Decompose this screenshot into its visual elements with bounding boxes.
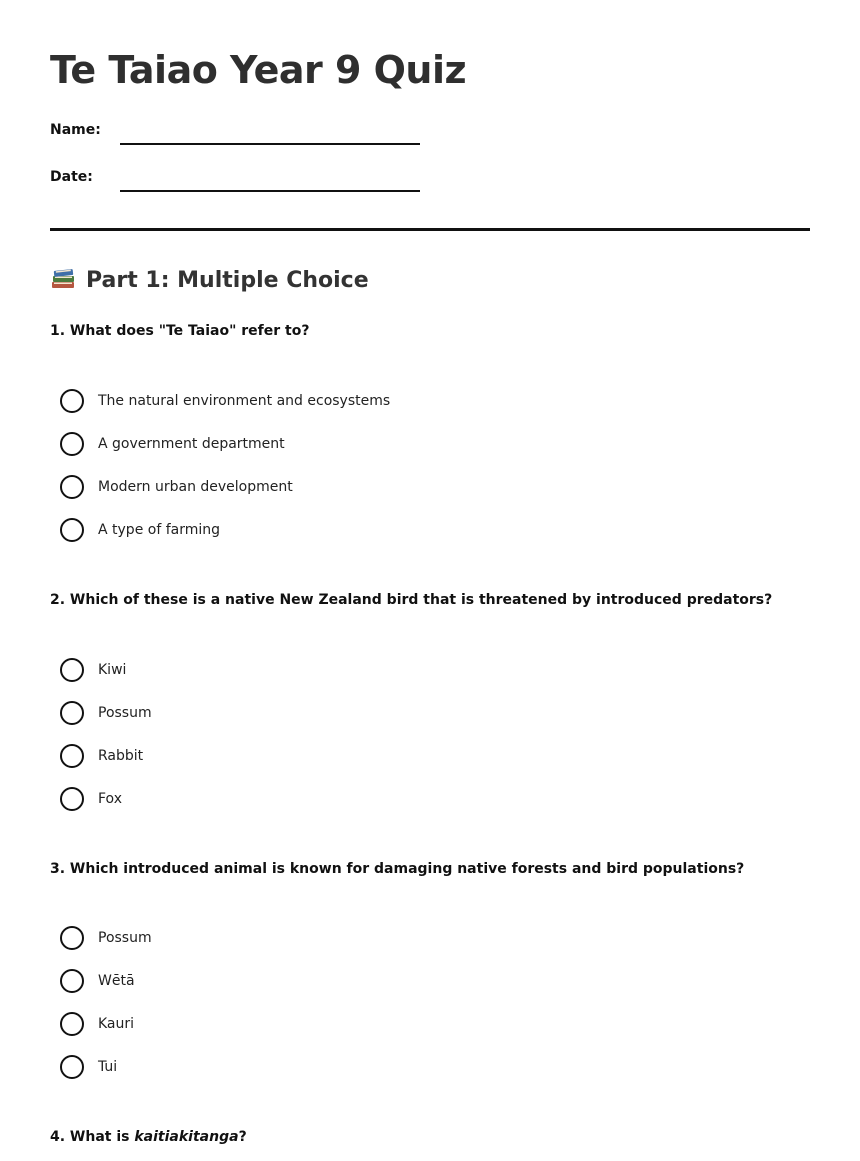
radio-button[interactable] — [60, 432, 84, 456]
question-4-term: kaitiakitanga — [134, 1129, 239, 1145]
option-label: A government department — [98, 436, 285, 452]
radio-button[interactable] — [60, 701, 84, 725]
date-label: Date: — [50, 169, 93, 185]
divider — [50, 228, 810, 231]
radio-button[interactable] — [60, 926, 84, 950]
question-4 — [50, 1129, 247, 1145]
question-3-option-4[interactable] — [60, 1054, 117, 1080]
question-2-option-1[interactable] — [60, 657, 126, 683]
option-label: Fox — [98, 791, 122, 807]
question-4-suffix: ? — [238, 1129, 247, 1145]
question-1-option-2[interactable] — [60, 431, 285, 457]
option-label: Rabbit — [98, 748, 144, 764]
radio-button[interactable] — [60, 744, 84, 768]
radio-button[interactable] — [60, 518, 84, 542]
question-1-option-1[interactable] — [60, 388, 390, 414]
question-2-option-4[interactable] — [60, 786, 122, 812]
radio-button[interactable] — [60, 787, 84, 811]
question-1-option-3[interactable] — [60, 474, 293, 500]
question-3-option-2[interactable] — [60, 968, 135, 994]
question-3-option-1[interactable] — [60, 925, 152, 951]
option-label: A type of farming — [98, 522, 221, 538]
radio-button[interactable] — [60, 658, 84, 682]
radio-button[interactable] — [60, 1055, 84, 1079]
radio-button[interactable] — [60, 389, 84, 413]
radio-button[interactable] — [60, 1012, 84, 1036]
question-1: 1. What does "Te Taiao" refer to? — [50, 323, 310, 339]
question-1-option-4[interactable] — [60, 517, 220, 543]
option-label: Tui — [98, 1059, 118, 1075]
books-icon — [50, 266, 76, 290]
question-2-option-3[interactable] — [60, 743, 143, 769]
section-title: Part 1: Multiple Choice — [86, 268, 369, 293]
name-field[interactable] — [120, 143, 420, 145]
question-2-option-2[interactable] — [60, 700, 152, 726]
name-label: Name: — [50, 122, 101, 138]
option-label: Kiwi — [98, 662, 127, 678]
option-label: Possum — [98, 930, 152, 946]
option-label: Modern urban development — [98, 479, 293, 495]
option-label: Possum — [98, 705, 152, 721]
option-label: Wētā — [98, 973, 135, 989]
question-4-prefix: 4. What is — [50, 1129, 135, 1145]
question-3: 3. Which introduced animal is known for damaging native forests and bird populations? — [50, 861, 745, 877]
radio-button[interactable] — [60, 969, 84, 993]
option-label: Kauri — [98, 1016, 135, 1032]
question-2: 2. Which of these is a native New Zealand bird that is threatened by introduced predators? — [50, 592, 773, 608]
page-title: Te Taiao Year 9 Quiz — [50, 48, 467, 92]
question-3-option-3[interactable] — [60, 1011, 134, 1037]
option-label: The natural environment and ecosystems — [98, 393, 391, 409]
date-field[interactable] — [120, 190, 420, 192]
radio-button[interactable] — [60, 475, 84, 499]
section-heading — [50, 266, 369, 293]
